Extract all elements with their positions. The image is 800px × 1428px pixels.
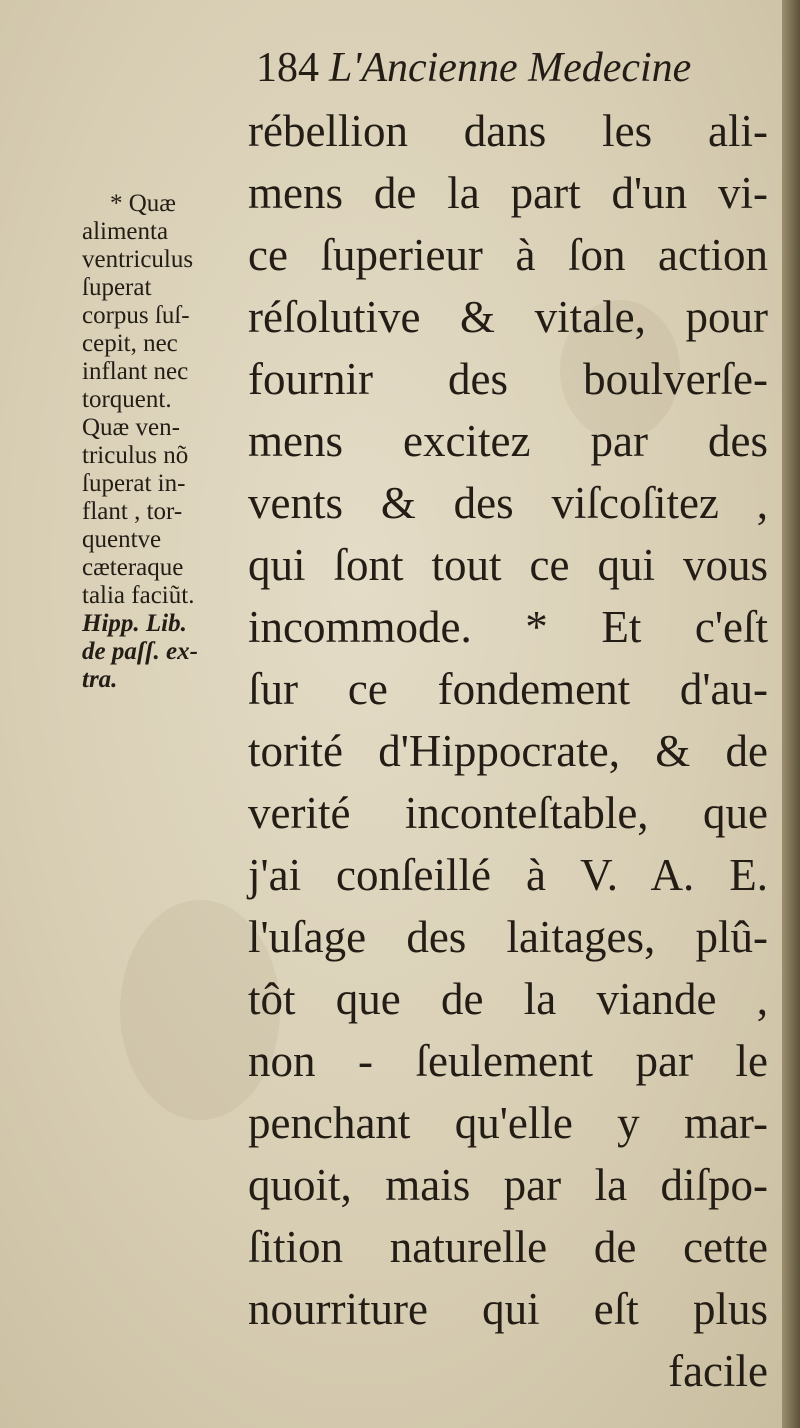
marginal-line: triculus nõ [82, 442, 189, 469]
text-line: fournir des boulverſe- [248, 354, 768, 404]
page-number: 184 [256, 45, 319, 91]
marginal-line: alimenta [82, 218, 169, 245]
marginal-line: ſuperat [82, 274, 152, 301]
text-line: mens de la part d'un vi- [248, 168, 768, 218]
marginal-line: Quæ ven- [82, 414, 180, 441]
page-edge [782, 0, 800, 1428]
text-line: verité inconteſtable, que [248, 788, 768, 838]
text-line: tôt que de la viande , [248, 974, 768, 1024]
marginal-line: talia faciũt. [82, 582, 195, 609]
text-line: j'ai conſeillé à V. A. E. [248, 850, 768, 900]
marginal-reference: Hipp. Lib. [82, 610, 187, 637]
text-line: mens excitez par des [248, 416, 768, 466]
marginal-line: flant , tor- [82, 498, 183, 525]
text-line: ſur ce fondement d'au- [248, 664, 768, 714]
text-line: ce ſuperieur à ſon action [248, 230, 768, 280]
text-line: rébellion dans les ali- [248, 106, 768, 156]
marginal-reference: de paſſ. ex- [82, 638, 198, 665]
text-line: ſition naturelle de cette [248, 1222, 768, 1272]
text-line: incommode. * Et c'eſt [248, 602, 768, 652]
marginal-note [82, 190, 242, 694]
text-line: torité d'Hippocrate, & de [248, 726, 768, 776]
marginal-line: quentve [82, 526, 162, 553]
text-line: qui ſont tout ce qui vous [248, 540, 768, 590]
marginal-reference: tra. [82, 666, 118, 693]
marginal-line: ſuperat in- [82, 470, 186, 497]
running-header [256, 44, 776, 92]
text-line: l'uſage des laitages, plû- [248, 912, 768, 962]
text-line: non - ſeulement par le [248, 1036, 768, 1086]
text-line: penchant qu'elle y mar- [248, 1098, 768, 1148]
marginal-line: cepit, nec [82, 330, 178, 357]
marginal-line: cæteraque [82, 554, 184, 581]
main-text [248, 100, 768, 1402]
marginal-line: * Quæ [110, 190, 176, 217]
text-line: quoit, mais par la diſpo- [248, 1160, 768, 1210]
text-line: nourriture qui eſt plus [248, 1284, 768, 1334]
marginal-line: ventriculus [82, 246, 194, 273]
marginal-line: torquent. [82, 386, 172, 413]
marginal-line: corpus ſuſ- [82, 302, 190, 329]
text-line: vents & des viſcoſitez , [248, 478, 768, 528]
text-line: réſolutive & vitale, pour [248, 292, 768, 342]
catchword: facile [668, 1346, 768, 1396]
marginal-line: inflant nec [82, 358, 189, 385]
running-title: L'Ancienne Medecine [329, 45, 692, 91]
